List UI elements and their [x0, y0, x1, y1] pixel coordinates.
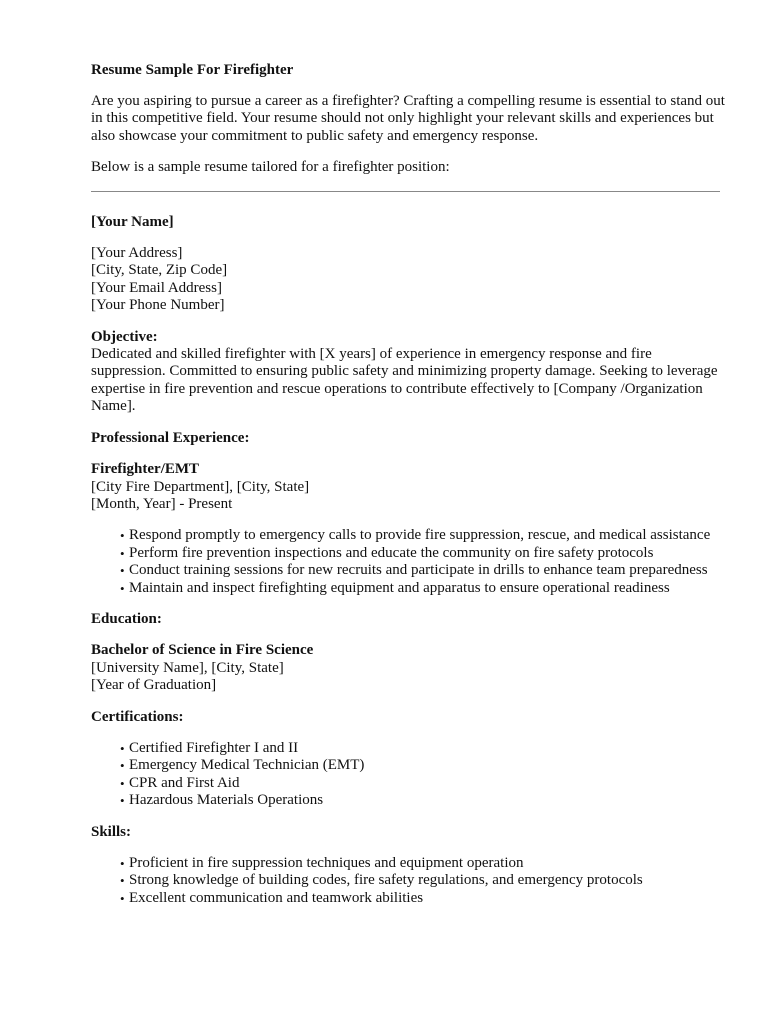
- list-item-text: Emergency Medical Technician (EMT): [129, 757, 365, 774]
- list-item-text: Conduct training sessions for new recruits and participate in drills to enhance team preparedness: [129, 562, 708, 579]
- bullet-icon: •: [120, 528, 125, 544]
- list-item: [120, 889, 727, 907]
- bullet-icon: •: [120, 580, 125, 596]
- job-employer: [City Fire Department], [City, State]: [91, 478, 310, 495]
- skills-heading: Skills:: [91, 823, 132, 840]
- objective-heading: Objective:: [91, 328, 158, 345]
- degree-title: Bachelor of Science in Fire Science: [91, 642, 314, 659]
- contact-phone: [Your Phone Number]: [91, 297, 225, 314]
- document-page: [91, 62, 727, 907]
- horizontal-divider: [91, 191, 720, 192]
- list-item: [120, 544, 727, 562]
- list-item: [120, 739, 727, 757]
- bullet-icon: •: [120, 890, 125, 906]
- bullet-icon: •: [120, 775, 125, 791]
- skills-bullet-list: [91, 855, 727, 907]
- list-item-text: Excellent communication and teamwork abilities: [129, 889, 424, 906]
- list-item-text: Strong knowledge of building codes, fire safety regulations, and emergency protocols: [129, 872, 643, 889]
- experience-bullet-list: [91, 527, 727, 597]
- objective-text: Dedicated and skilled firefighter with [X years] of experience in emergency response and fire suppression. Committed to ensuring public safety and minimizing property damage. Seeking to leverage expertise in fire prevention and rescue operations to contribute effectively to [Company /Organization Name].: [91, 346, 718, 415]
- list-item: [120, 527, 727, 544]
- resume-name: [Your Name]: [91, 213, 174, 230]
- job-title: Firefighter/EMT: [91, 461, 200, 478]
- experience-heading: Professional Experience:: [91, 429, 250, 446]
- list-item-text: Proficient in fire suppression techniques and equipment operation: [129, 855, 524, 871]
- education-year: [Year of Graduation]: [91, 677, 217, 694]
- bullet-icon: •: [120, 740, 125, 756]
- bullet-icon: •: [120, 873, 125, 889]
- list-item-text: Certified Firefighter I and II: [129, 739, 299, 756]
- certifications-bullet-list: [91, 740, 727, 810]
- job-dates: [Month, Year] - Present: [91, 495, 233, 512]
- list-item: [120, 872, 727, 889]
- list-item: [120, 855, 727, 872]
- bullet-icon: •: [120, 793, 125, 809]
- contact-block: [91, 245, 727, 315]
- sample-lead-in: Below is a sample resume tailored for a firefighter position:: [91, 159, 450, 176]
- contact-city: [City, State, Zip Code]: [91, 262, 228, 279]
- education-school: [University Name], [City, State]: [91, 659, 284, 676]
- list-item-text: Respond promptly to emergency calls to provide fire suppression, rescue, and medical assistance: [129, 527, 711, 544]
- list-item: [120, 792, 727, 809]
- document-title: Resume Sample For Firefighter: [91, 62, 294, 78]
- contact-address: [Your Address]: [91, 245, 183, 262]
- list-item-text: Hazardous Materials Operations: [129, 792, 324, 809]
- bullet-icon: •: [120, 758, 125, 774]
- list-item: [120, 774, 727, 792]
- list-item-text: CPR and First Aid: [129, 774, 240, 791]
- intro-paragraph: Are you aspiring to pursue a career as a firefighter? Crafting a compelling resume is essential to stand out in this competitive field. Your resume should not only highlight your relevant skills and experiences but also showcase your commitment to public safety and emergency response.: [91, 93, 725, 144]
- education-heading: Education:: [91, 610, 162, 627]
- list-item: [120, 562, 727, 579]
- list-item-text: Perform fire prevention inspections and educate the community on fire safety protocols: [129, 544, 654, 561]
- bullet-icon: •: [120, 563, 125, 579]
- certifications-heading: Certifications:: [91, 708, 184, 725]
- bullet-icon: •: [120, 856, 125, 871]
- list-item: [120, 579, 727, 597]
- bullet-icon: •: [120, 545, 125, 561]
- list-item-text: Maintain and inspect firefighting equipment and apparatus to ensure operational readiness: [129, 579, 670, 596]
- contact-email: [Your Email Address]: [91, 279, 222, 296]
- list-item: [120, 757, 727, 774]
